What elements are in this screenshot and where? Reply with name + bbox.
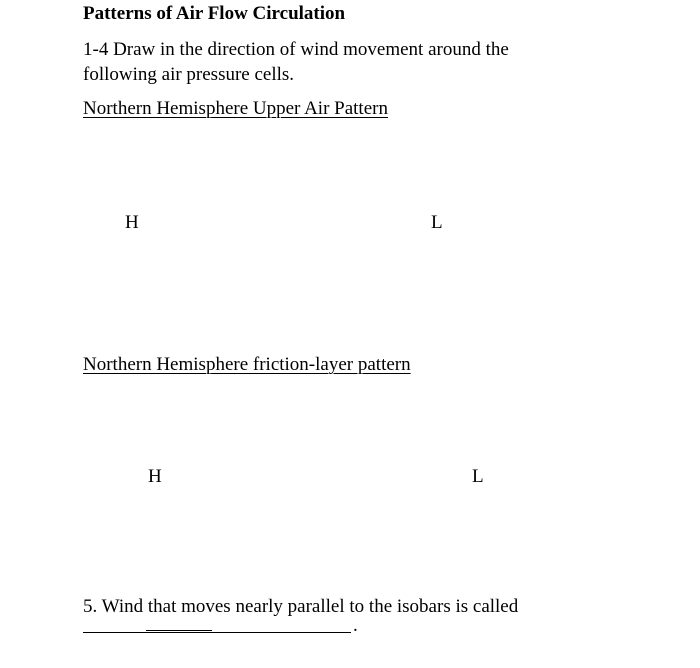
friction-layer-high-label: H bbox=[148, 466, 162, 487]
friction-layer-low-label: L bbox=[472, 466, 484, 487]
worksheet-title: Patterns of Air Flow Circulation bbox=[83, 3, 346, 24]
upper-air-low-label: L bbox=[431, 212, 443, 233]
answer-blank-segment bbox=[146, 630, 212, 631]
upper-air-high-label: H bbox=[125, 212, 139, 233]
question-5-text: 5. Wind that moves nearly parallel to the isobars is called bbox=[83, 596, 519, 617]
answer-end-period: . bbox=[353, 615, 358, 636]
friction-layer-heading: Northern Hemisphere friction-layer pattern bbox=[83, 354, 411, 375]
answer-blank-line bbox=[83, 632, 351, 633]
instructions-text: 1-4 Draw in the direction of wind movement around the following air pressure cells. bbox=[83, 39, 509, 85]
upper-air-heading: Northern Hemisphere Upper Air Pattern bbox=[83, 98, 388, 119]
